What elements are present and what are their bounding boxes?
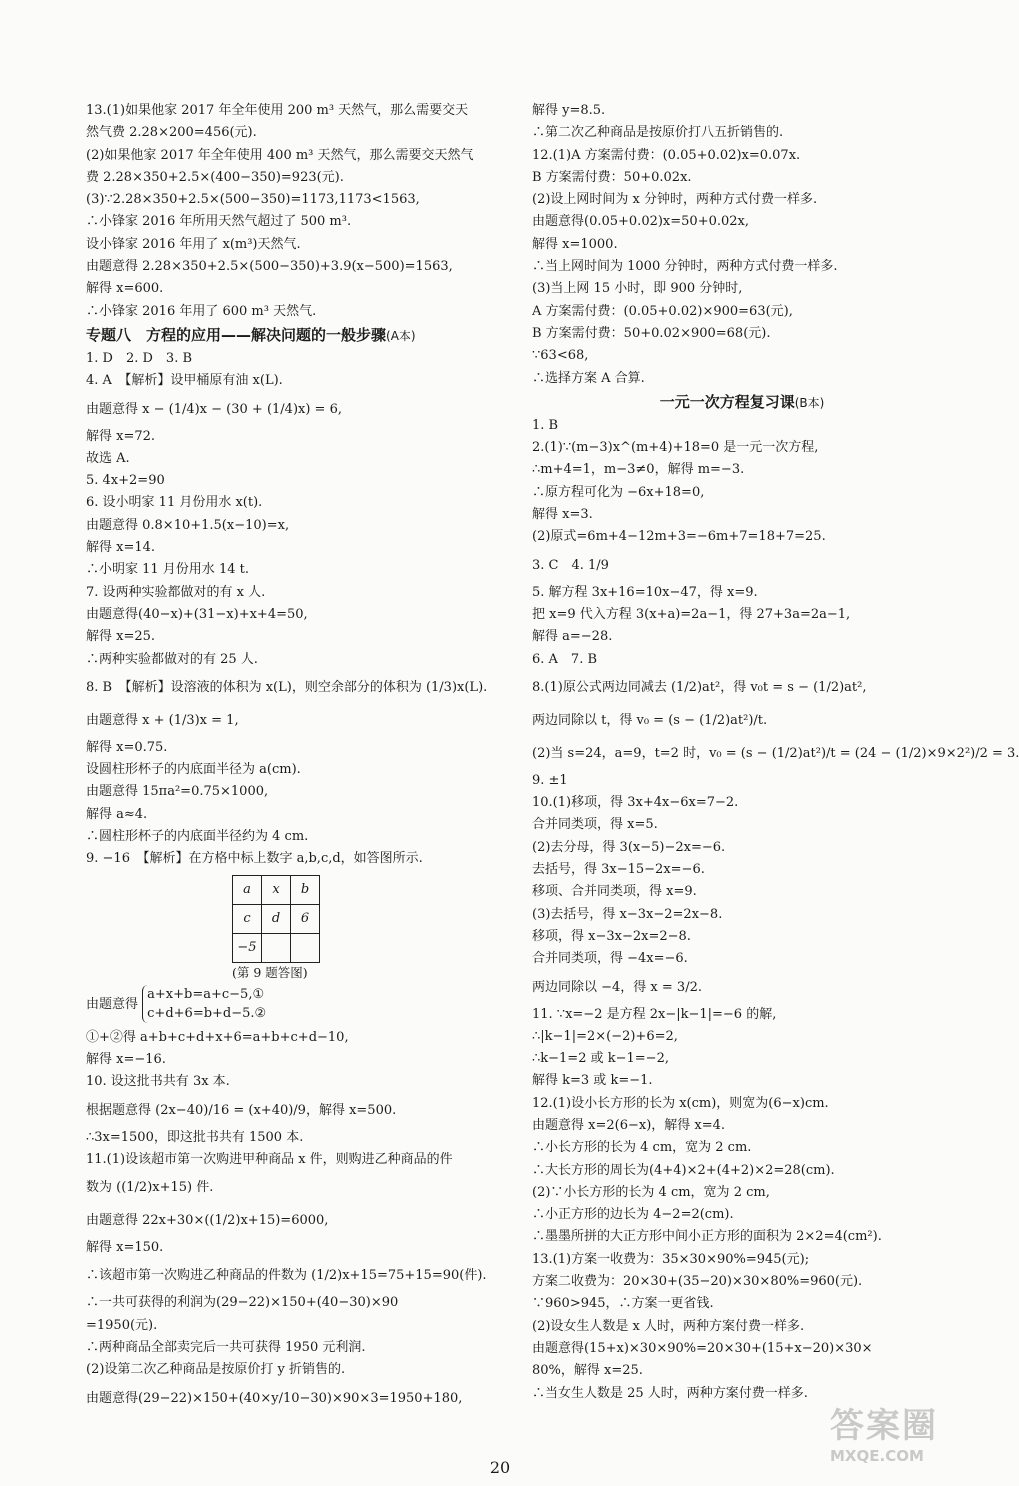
answer-line: (3)去括号，得 x−3x−2=2x−8. (532, 906, 723, 922)
answer-line: 数为 ((1/2)x+15) 件. (86, 1180, 214, 1196)
answer-line: ∴小长方形的长为 4 cm，宽为 2 cm. (532, 1140, 752, 1156)
answer-line: 11. ∵x=−2 是方程 2x−|k−1|=−6 的解, (532, 1006, 777, 1022)
answer-line: 移项、合并同类项，得 x=9. (532, 884, 697, 900)
answer-line: 1. D 2. D 3. B (86, 350, 193, 366)
answer-line: 10.(1)移项，得 3x+4x−6x=7−2. (532, 795, 739, 811)
answer-line: 4. A 【解析】设甲桶原有油 x(L). (86, 373, 283, 389)
answer-line: 两边同除以 −4，得 x = 3/2. (532, 979, 702, 995)
answer-line: ∴小正方形的边长为 4−2=2(cm). (532, 1207, 734, 1223)
section-book-tag: (B本) (794, 395, 825, 410)
answer-line: 解得 x=25. (86, 629, 156, 645)
answer-line: 1. B (532, 417, 559, 433)
answer-line: ∴第二次乙种商品是按原价打八五折销售的. (532, 125, 784, 141)
answer-line: 解得 x=150. (86, 1240, 164, 1256)
equation-system-lead: 由题意得 (86, 996, 139, 1012)
grid-cell: −5 (233, 933, 262, 962)
answer-line: 6. 设小明家 11 月份用水 x(t). (86, 495, 263, 511)
section-heading-text: 一元一次方程复习课 (659, 392, 795, 411)
answer-line: 由题意得 x + (1/3)x = 1, (86, 712, 239, 728)
section-heading (532, 390, 952, 415)
answer-line: 13.(1)方案一收费为：35×30×90%=945(元); (532, 1251, 810, 1267)
answer-line: (2)当 s=24，a=9，t=2 时，v₀ = (s − (1/2)at²)/t = (24 − (1/2)×9×2²)/2 = 3. (532, 745, 1019, 761)
answer-line: 11.(1)设该超市第一次购进甲种商品 x 件，则购进乙种商品的件 (86, 1151, 453, 1167)
answer-line: ∴|k−1|=2×(−2)+6=2, (532, 1028, 678, 1044)
answer-line: 由题意得 15πa²=0.75×1000, (86, 784, 269, 800)
watermark-url: MXQE.COM (830, 1447, 924, 1465)
answer-line: 8. B 【解析】设溶液的体积为 x(L)，则空余部分的体积为 (1/3)x(L). (86, 679, 488, 695)
answer-line: B 方案需付费：50+0.02×900=68(元). (532, 325, 771, 341)
answer-line: 3. C 4. 1/9 (532, 557, 609, 573)
answer-line: ∴当上网时间为 1000 分钟时，两种方式付费一样多. (532, 259, 838, 275)
answer-line: 7. 设两种实验都做对的有 x 人. (86, 584, 266, 600)
answer-line: 10. 设这批书共有 3x 本. (86, 1074, 230, 1090)
section-book-tag: (A本) (386, 328, 416, 343)
answer-grid-figure (232, 875, 320, 963)
section-heading (86, 323, 504, 348)
answer-line: 解得 x=72. (86, 428, 156, 444)
answer-line: 费 2.28×350+2.5×(400−350)=923(元). (86, 169, 344, 185)
answer-line: 去括号，得 3x−15−2x=−6. (532, 862, 705, 878)
answer-line: 2.(1)∵(m−3)x^(m+4)+18=0 是一元一次方程, (532, 440, 819, 456)
answer-line: (2)去分母，得 3(x−5)−2x=−6. (532, 839, 726, 855)
answer-line: 合并同类项，得 −4x=−6. (532, 951, 688, 967)
section-heading-text: 专题八 方程的应用——解决问题的一般步骤 (86, 325, 387, 344)
answer-line: 由题意得(0.05+0.02)x=50+0.02x, (532, 214, 749, 230)
system-equation: c+d+6=b+d−5.② (147, 1006, 267, 1022)
answer-line: 8.(1)原公式两边同减去 (1/2)at²，得 v₀t = s − (1/2)at², (532, 679, 867, 695)
answer-line: 由题意得 0.8×10+1.5(x−10)=x, (86, 517, 290, 533)
answer-line: 解得 x=3. (532, 507, 593, 523)
answer-line: 解得 y=8.5. (532, 103, 606, 118)
answer-line: ∴3x=1500，即这批书共有 1500 本. (86, 1129, 304, 1145)
answer-line: ①+②得 a+b+c+d+x+6=a+b+c+d−10, (86, 1029, 349, 1045)
answer-line: ∴小锋家 2016 年用了 600 m³ 天然气. (86, 303, 317, 319)
answer-line: 根据题意得 (2x−40)/16 = (x+40)/9，解得 x=500. (86, 1102, 397, 1118)
answer-line: ∴小明家 11 月份用水 14 t. (86, 562, 249, 578)
answer-line: 设圆柱形杯子的内底面半径为 a(cm). (86, 762, 301, 778)
answer-line: 9. ±1 (532, 772, 568, 788)
answer-line: 12.(1)A 方案需付费：(0.05+0.02)x=0.07x. (532, 147, 801, 163)
answer-line: 由题意得 x=2(6−x)，解得 x=4. (532, 1117, 726, 1133)
answer-line: 5. 解方程 3x+16=10x−47，得 x=9. (532, 584, 758, 600)
answer-line: 由题意得 2.28×350+2.5×(500−350)+3.9(x−500)=1563, (86, 259, 453, 275)
answer-line: ∴该超市第一次购进乙种商品的件数为 (1/2)x+15=75+15=90(件). (86, 1268, 487, 1284)
answer-line: ∴小锋家 2016 年所用天然气超过了 500 m³. (86, 214, 352, 230)
answer-line: 12.(1)设小长方形的长为 x(cm)，则宽为(6−x)cm. (532, 1095, 829, 1111)
answer-line: 方案二收费为：20×30+(35−20)×30×80%=960(元). (532, 1274, 863, 1290)
watermark-logo (830, 1398, 990, 1478)
answer-line: (2)设上网时间为 x 分钟时，两种方式付费一样多. (532, 192, 818, 208)
grid-cell (291, 933, 320, 962)
answer-line: 解得 x=−16. (86, 1051, 166, 1067)
answer-line: 故选 A. (86, 450, 130, 466)
answer-line: 然气费 2.28×200=456(元). (86, 125, 257, 141)
answer-line: 设小锋家 2016 年用了 x(m³)天然气. (86, 236, 301, 252)
answer-line: ∴圆柱形杯子的内底面半径约为 4 cm. (86, 829, 309, 845)
answer-line: 两边同除以 t，得 v₀ = (s − (1/2)at²)/t. (532, 712, 768, 728)
grid-cell: a (233, 875, 262, 904)
answer-line: 解得 a≈4. (86, 806, 148, 822)
grid-cell: c (233, 904, 262, 933)
answer-line: (3)∵2.28×350+2.5×(500−350)=1173,1173<1563, (86, 192, 420, 208)
answer-line: 13.(1)如果他家 2017 年全年使用 200 m³ 天然气，那么需要交天 (86, 103, 469, 118)
grid-cell: x (262, 875, 291, 904)
answer-line: 解得 k=3 或 k=−1. (532, 1073, 653, 1089)
answer-line: 5. 4x+2=90 (86, 473, 165, 489)
right-column (532, 100, 1019, 1405)
answer-line: 解得 a=−28. (532, 629, 613, 645)
answer-line: (2)原式=6m+4−12m+3=−6m+7=18+7=25. (532, 529, 826, 545)
answer-line: ∴原方程可化为 −6x+18=0, (532, 484, 705, 500)
answer-line: 解得 x=600. (86, 281, 164, 297)
grid-cell: 6 (291, 904, 320, 933)
page-number: 20 (489, 1458, 511, 1477)
grid-cell (262, 933, 291, 962)
equation-brace (142, 985, 266, 1023)
answer-line: B 方案需付费：50+0.02x. (532, 169, 692, 185)
answer-line: 80%，解得 x=25. (532, 1363, 643, 1379)
answer-line: ∴大长方形的周长为(4+4)×2+(4+2)×2=28(cm). (532, 1162, 835, 1178)
answer-line: ∴两种实验都做对的有 25 人. (86, 651, 258, 667)
answer-line: 由题意得 x − (1/4)x − (30 + (1/4)x) = 6, (86, 401, 342, 417)
answer-line: =1950(元). (86, 1317, 158, 1333)
answer-line: 合并同类项，得 x=5. (532, 817, 658, 833)
answer-line: (2)设女生人数是 x 人时，两种方案付费一样多. (532, 1318, 805, 1334)
answer-line: ∴m+4=1，m−3≠0，解得 m=−3. (532, 462, 745, 478)
answer-line: 6. A 7. B (532, 651, 598, 667)
answer-line: 解得 x=0.75. (86, 739, 168, 755)
watermark-title: 答案圈 (830, 1406, 938, 1446)
answer-line: (2)如果他家 2017 年全年使用 400 m³ 天然气，那么需要交天然气 (86, 147, 474, 163)
answer-line: 移项，得 x−3x−2x=2−8. (532, 928, 691, 944)
answer-line: ∴墨墨所拼的大正方形中间小正方形的面积为 2×2=4(cm²). (532, 1229, 882, 1245)
answer-line: ∴一共可获得的利润为(29−22)×150+(40−30)×90 (86, 1295, 399, 1311)
figure-caption: (第 9 题答图) (232, 964, 308, 980)
system-equation: a+x+b=a+c−5,① (147, 987, 265, 1003)
grid-cell: d (262, 904, 291, 933)
answer-line: ∴当女生人数是 25 人时，两种方案付费一样多. (532, 1385, 808, 1401)
answer-line: ∴k−1=2 或 k−1=−2, (532, 1051, 669, 1067)
answer-line: 由题意得(40−x)+(31−x)+x+4=50, (86, 606, 308, 622)
grid-cell: b (291, 875, 320, 904)
answer-line: 解得 x=1000. (532, 236, 618, 252)
answer-line: (2)设第二次乙种商品是按原价打 y 折销售的. (86, 1362, 346, 1378)
answer-line: ∴选择方案 A 合算. (532, 370, 645, 386)
answer-line: 把 x=9 代入方程 3(x+a)=2a−1，得 27+3a=2a−1, (532, 606, 851, 622)
answer-line: 由题意得(29−22)×150+(40×y/10−30)×90×3=1950+180, (86, 1390, 463, 1406)
equation-system (86, 983, 504, 1027)
answer-line: (3)当上网 15 小时，即 900 分钟时, (532, 281, 743, 297)
answer-line: 由题意得 22x+30×((1/2)x+15)=6000, (86, 1213, 329, 1229)
left-column (86, 100, 504, 1415)
answer-line: 9. −16 【解析】在方格中标上数字 a,b,c,d，如答图所示. (86, 851, 423, 867)
answer-line: A 方案需付费：(0.05+0.02)×900=63(元), (532, 303, 793, 319)
answer-line: ∴两种商品全部卖完后一共可获得 1950 元利润. (86, 1339, 366, 1355)
answer-line: ∵960>945，∴方案一更省钱. (532, 1296, 714, 1312)
answer-line: 由题意得(15+x)×30×90%=20×30+(15+x−20)×30× (532, 1340, 873, 1356)
answer-line: (2)∵小长方形的长为 4 cm，宽为 2 cm, (532, 1184, 770, 1200)
answer-line: ∵63<68, (532, 348, 589, 364)
answer-line: 解得 x=14. (86, 540, 156, 556)
